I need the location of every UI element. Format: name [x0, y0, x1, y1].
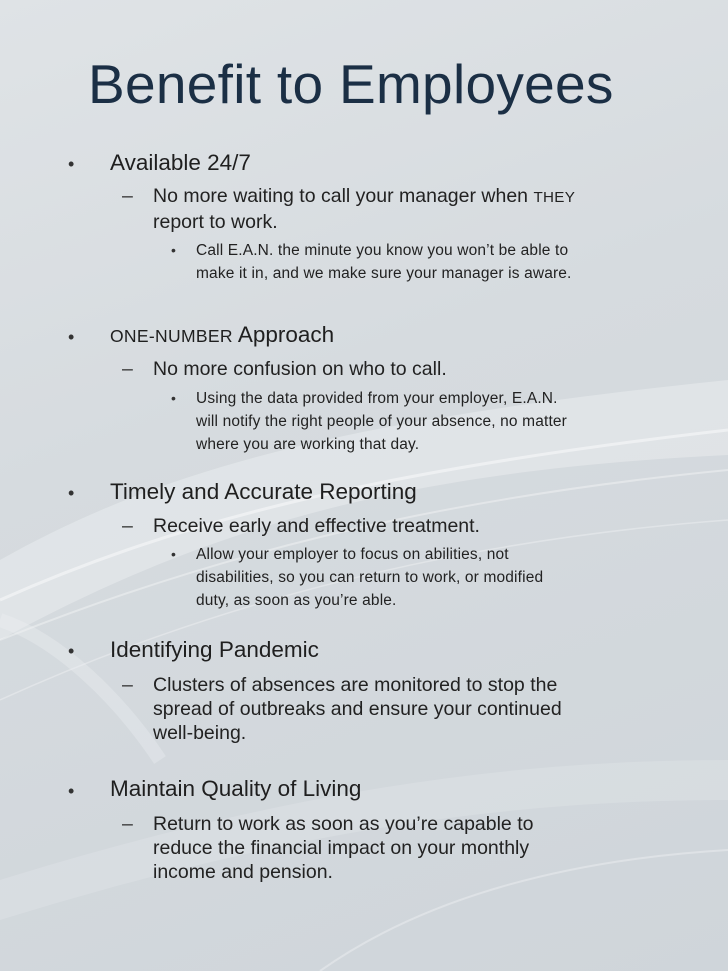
item-1-subpoint: No more waiting to call your manager when THEY report to work.	[153, 185, 576, 233]
item-3-detail: Allow your employer to focus on abilities, not disabilities, so you can return to work, or modified duty, as soon as you’re able.	[196, 546, 544, 609]
item-2-subpoint: No more confusion on who to call.	[153, 358, 447, 380]
item-3-heading: Timely and Accurate Reporting	[110, 479, 417, 504]
item-4-heading: Identifying Pandemic	[110, 637, 319, 662]
item-5-heading: Maintain Quality of Living	[110, 776, 362, 801]
bullet-icon: •	[68, 483, 75, 503]
page-title: Benefit to Employees	[88, 53, 614, 115]
sub-bullet-icon: •	[171, 546, 176, 562]
dash-icon: –	[122, 674, 133, 696]
dash-icon: –	[122, 185, 133, 207]
item-2-detail: Using the data provided from your employer, E.A.N. will notify the right people of your absence, no matter where you are working that day.	[196, 390, 567, 453]
sub-bullet-icon: •	[171, 390, 176, 406]
bullet-icon: •	[68, 327, 75, 347]
item-1-heading: Available 24/7	[110, 150, 251, 175]
bullet-icon: •	[68, 781, 75, 801]
dash-icon: –	[122, 515, 133, 537]
item-5-subpoint: Return to work as soon as you’re capable to reduce the financial impact on your monthly income and pension.	[153, 813, 534, 883]
bullet-icon: •	[68, 641, 75, 661]
item-1-detail: Call E.A.N. the minute you know you won’t be able to make it in, and we make sure your manager is aware.	[196, 242, 572, 282]
sub-bullet-icon: •	[171, 242, 176, 258]
dash-icon: –	[122, 358, 133, 380]
item-4-subpoint: Clusters of absences are monitored to stop the spread of outbreaks and ensure your continued well-being.	[153, 674, 562, 744]
item-2-heading: ONE-NUMBER Approach	[110, 322, 335, 347]
dash-icon: –	[122, 813, 133, 835]
bullet-icon: •	[68, 154, 75, 174]
item-3-subpoint: Receive early and effective treatment.	[153, 515, 480, 537]
